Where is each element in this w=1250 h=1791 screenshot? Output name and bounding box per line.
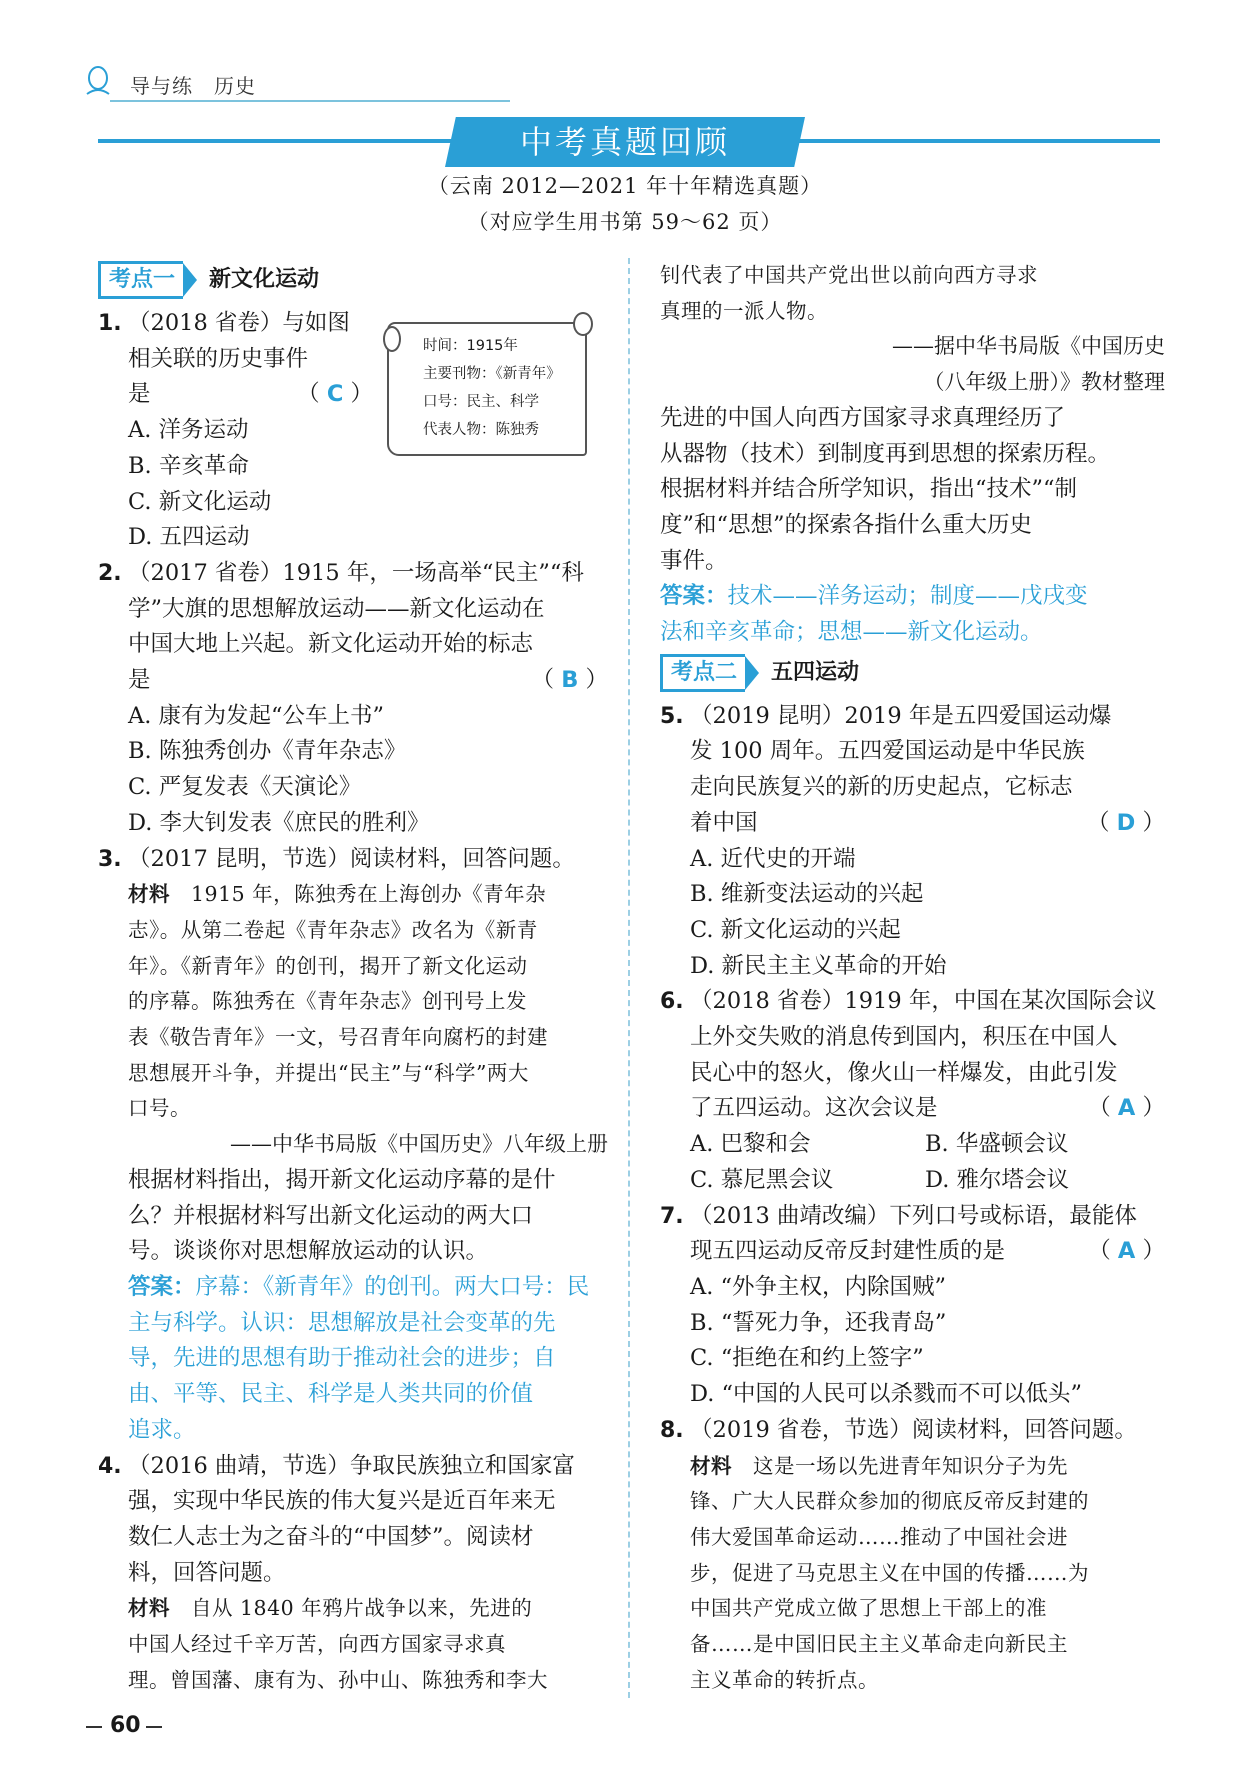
figure-line: 主要刊物：《新青年》 bbox=[423, 366, 561, 382]
q2-option: D. 李大钊发表《庶民的胜利》 bbox=[128, 809, 430, 836]
kp1-name: 新文化运动 bbox=[209, 267, 320, 293]
q3-stem: （2017 昆明，节选）阅读材料，回答问题。 bbox=[128, 845, 575, 872]
q7-answer-paren: （ A ） bbox=[1088, 1238, 1165, 1265]
q1-line: 相关联的历史事件 bbox=[128, 345, 309, 372]
q4-source: （八年级上册）》教材整理 bbox=[923, 370, 1165, 395]
q3-ask: 号。谈谈你对思想解放运动的认识。 bbox=[128, 1238, 489, 1265]
q5-option: B. 维新变法运动的兴起 bbox=[690, 881, 924, 908]
figure-line: 口号：民主、科学 bbox=[423, 394, 539, 410]
page-header bbox=[85, 62, 425, 102]
q4-number: 4. bbox=[98, 1453, 122, 1479]
q1-option: A. 洋务运动 bbox=[128, 417, 249, 444]
q1-scroll-figure bbox=[383, 312, 593, 454]
q2-line: 学”大旗的思想解放运动——新文化运动在 bbox=[128, 595, 545, 622]
kp2-arrow-icon bbox=[745, 656, 759, 690]
question-6: 6. （2018 省卷）1919 年，中国在某次国际会议 上外交失败的消息传到国内，积压在中国人 民心中的怒火，像火山一样爆发，由此引发 了五四运动。这次会议是 （ A ） bbox=[660, 984, 1165, 1127]
q1-answer: C bbox=[326, 381, 344, 408]
question-5: 5. （2019 昆明）2019 年是五四爱国运动爆 发 100 周年。五四爱国运动是中华民族 走向民族复兴的新的历史起点，它标志 着中国 （ D ） bbox=[660, 699, 1165, 842]
figure-line: 代表人物：陈独秀 bbox=[423, 422, 539, 438]
q6-number: 6. bbox=[660, 989, 684, 1015]
q4-material: 材料 自从 1840 年鸦片战争以来，先进的 中国人经过千辛万苦，向西方国家寻求真 理。曾国藩、康有为、孙中山、陈独秀和李大 bbox=[128, 1596, 548, 1692]
q5-option: C. 新文化运动的兴起 bbox=[690, 916, 901, 943]
q5-answer: D bbox=[1116, 809, 1136, 836]
q5-answer-paren: （ D ） bbox=[1087, 809, 1165, 836]
q4-answer-label: 答案： bbox=[660, 583, 728, 610]
question-7: 7. （2013 曲靖改编）下列口号或标语，最能体 现五四运动反帝反封建性质的是 （ A ） bbox=[660, 1199, 1165, 1270]
kp1-heading bbox=[98, 258, 608, 302]
q2-line: 中国大地上兴起。新文化运动开始的标志 bbox=[128, 631, 534, 658]
q7-answer: A bbox=[1117, 1238, 1136, 1265]
q2-line: 是 bbox=[128, 667, 151, 694]
q1-option: D. 五四运动 bbox=[128, 524, 250, 551]
kp2-name: 五四运动 bbox=[771, 659, 860, 685]
q8-material: 材料 这是一场以先进青年知识分子为先 锋、广大人民群众参加的彻底反帝反封建的 伟大爱国革命运动……推动了中国社会进 步，促进了马克思主义在中国的传播……为 中国共产党成立做了思想上干部上的准 备……是中国旧民主主义革命走向新民主 主义革命的转折点。 bbox=[690, 1453, 1089, 1692]
q3-material: 材料 1915 年，陈独秀在上海创办《青年杂 志》。从第二卷起《青年杂志》改名为《新青 年》。《新青年》的创刊，揭开了新文化运动 的序幕。陈独秀在《青年杂志》创刊号上发 表《敬告青年》一文，号召青年向腐朽的封建 思想展开斗争，并提出“民主”与“科学”两大 口号。 bbox=[128, 882, 548, 1121]
subtitle-pages: （对应学生用书第 59～62 页） bbox=[467, 210, 783, 234]
q6-option: B. 华盛顿会议 bbox=[925, 1131, 1069, 1158]
kp1-tag: 考点一 bbox=[98, 261, 183, 299]
q6-answer-paren: （ A ） bbox=[1088, 1095, 1165, 1122]
q3-ask: 根据材料指出，揭开新文化运动序幕的是什 bbox=[128, 1166, 556, 1193]
q1-line: （2018 省卷）与如图 bbox=[128, 310, 350, 336]
q1-number: 1. bbox=[98, 311, 122, 336]
q7-number: 7. bbox=[660, 1203, 684, 1229]
question-3 bbox=[98, 842, 608, 878]
q1-line: 是 bbox=[128, 381, 151, 408]
q7-option: B. “誓死力争，还我青岛” bbox=[690, 1309, 947, 1336]
q2-option: A. 康有为发起“公车上书” bbox=[128, 702, 385, 729]
kp1-arrow-icon bbox=[183, 263, 197, 297]
q4-source: ——据中华书局版《中国历史 bbox=[892, 334, 1165, 359]
column-divider bbox=[628, 258, 630, 1698]
q3-material-label: 材料 bbox=[128, 882, 170, 907]
page-number: 60 bbox=[110, 1713, 141, 1738]
q6-answer: A bbox=[1117, 1095, 1136, 1122]
banner-title: 中考真题回顾 bbox=[519, 123, 730, 161]
q1-option: C. 新文化运动 bbox=[128, 488, 272, 515]
q3-answer: 答案：序幕：《新青年》的创刊。两大口号：民 bbox=[128, 1273, 590, 1300]
question-8 bbox=[660, 1413, 1165, 1449]
q7-option: A. “外争主权，内除国贼” bbox=[690, 1273, 947, 1300]
q7-option: C. “拒绝在和约上签字” bbox=[690, 1345, 924, 1372]
q6-option: A. 巴黎和会 bbox=[690, 1131, 811, 1158]
q5-option: D. 新民主主义革命的开始 bbox=[690, 952, 947, 979]
question-2 bbox=[98, 556, 608, 699]
q7-option: D. “中国的人民可以杀戮而不可以低头” bbox=[690, 1381, 1083, 1408]
q3-ask: 么？并根据材料写出新文化运动的两大口 bbox=[128, 1202, 534, 1229]
q5-option: A. 近代史的开端 bbox=[690, 845, 856, 872]
q6-option: D. 雅尔塔会议 bbox=[925, 1166, 1070, 1193]
right-column: 钊代表了中国共产党出世以前向西方寻求 真理的一派人物。 ——据中华书局版《中国历史 （八年级上册）》教材整理 先进的中国人向西方国家寻求真理经历了 从器物（技术）到制度再到思想的探索历程。 根据材料并结合所学知识，指出“技术”“制 度”和“思想”的探索各指什么重大历史 事件。 答案：技术——洋务运动；制度——戊戌变 法和辛亥革命；思想——新文化运动。 考点二 五四运动 5. （2019 昆明）2019 年是五四爱国运动爆 发 100 周年。五四爱国运动是中华民族 走向民族复兴的新的历史起点，它标志 着中国 （ D ） A. 近代史的开端 B. 维新变法运动的兴起 C. 新文化运动的兴起 D. 新民主主义革命的开始 6. （2018 省卷）1919 年，中国在某次国际会议 上外交失败的消息传到国内，积压在中国人 民心中的怒火，像火山一样爆发，由此引发 了五四运动。这次会议是 （ A ） A. 巴黎和会 B. 华盛顿会议 C. 慕尼黑会议 D. 雅尔塔会议 7. （2013 曲靖改编）下列口号或标语，最能体 现五四运动反帝反封建性质的是 （ A ） A. “外争主权，内除国贼” B. “誓死力争，还我青岛” C. “拒绝在和约上签字” D. “中国的人民可以杀戮而不可以低头” 8. （2019 省卷，节选）阅读材料，回答问题。 材料 这是一场以先进青年知识分子为先 锋、广大人民群众参加的彻底反帝反封建的 伟大爱国革命运动……推动了中国社会进 步，促进了马克思主义在中国的传播……为 中国共产党成立做了思想上干部上的准 备……是中国旧民主主义革命走向新民主 主义革命的转折点。 bbox=[660, 258, 1165, 1698]
header-title: 导与练 历史 bbox=[130, 74, 256, 98]
figure-line: 时间：1915年 bbox=[423, 338, 518, 354]
q2-option: C. 严复发表《天演论》 bbox=[128, 774, 362, 801]
q6-option: C. 慕尼黑会议 bbox=[690, 1166, 834, 1193]
q3-answer-label: 答案： bbox=[128, 1273, 196, 1300]
book-logo-icon bbox=[85, 66, 111, 96]
subtitle-source: （云南 2012—2021 年十年精选真题） bbox=[427, 174, 823, 198]
q1-figure-text bbox=[423, 332, 561, 444]
q3-source: ——中华书局版《中国历史》八年级上册 bbox=[230, 1132, 608, 1157]
q8-stem: （2019 省卷，节选）阅读材料，回答问题。 bbox=[690, 1416, 1137, 1443]
q4-answer: 答案：技术——洋务运动；制度——戊戌变 bbox=[660, 583, 1088, 610]
section-banner bbox=[445, 117, 805, 167]
left-column: 考点一 新文化运动 1. （2018 省卷）与如图 相关联的历史事件 是 （ C ） A. 洋务运动 B. 辛亥革命 C. 新文化运动 D. 五四运动 2. （2017 省卷）1915 年，一场高举“民主”“科 学”大旗的思想解放运动——新文化运动在 中国大地上兴起。新文化运动开始的标志 是 （ B ） A. 康有为发起“公车上书” B. 陈独秀创办《青年杂志》 C. 严复发表《天演论》 D. 李大钊发表《庶民的胜利》 3. （2017 昆明，节选）阅读材料，回答问题。 材料 1915 年，陈独秀在上海创办《青年杂 志》。从第二卷起《青年杂志》改名为《新青 年》。《新青年》的创刊，揭开了新文化运动 的序幕。陈独秀在《青年杂志》创刊号上发 表《敬告青年》一文，号召青年向腐朽的封建 思想展开斗争，并提出“民主”与“科学”两大 口号。 ——中华书局版《中国历史》八年级上册 根据材料指出，揭开新文化运动序幕的是什 么？并根据材料写出新文化运动的两大口 号。谈谈你对思想解放运动的认识。 答案：序幕：《新青年》的创刊。两大口号：民 主与科学。认识：思想解放是社会变革的先 导，先进的思想有助于推动社会的进步；自 由、平等、民主、科学是人类共同的价值 追求。 4. （2016 曲靖，节选）争取民族独立和国家富 强，实现中华民族的伟大复兴是近百年来无 数仁人志士为之奋斗的“中国梦”。阅读材 料，回答问题。 材料 自从 1840 年鸦片战争以来，先进的 中国人经过千辛万苦，向西方国家寻求真 理。曾国藩、康有为、孙中山、陈独秀和李大 bbox=[98, 258, 608, 1698]
question-4: 4. （2016 曲靖，节选）争取民族独立和国家富 强，实现中华民族的伟大复兴是近百年来无 数仁人志士为之奋斗的“中国梦”。阅读材 料，回答问题。 bbox=[98, 1449, 608, 1592]
q3-number: 3. bbox=[98, 846, 122, 872]
header-rule bbox=[110, 100, 510, 102]
q8-number: 8. bbox=[660, 1417, 684, 1443]
q8-material-label: 材料 bbox=[690, 1453, 732, 1478]
q5-number: 5. bbox=[660, 703, 684, 729]
q4-material-label: 材料 bbox=[128, 1596, 170, 1621]
kp2-heading bbox=[660, 651, 1165, 695]
q2-line: （2017 省卷）1915 年，一场高举“民主”“科 bbox=[128, 559, 584, 586]
q2-answer: B bbox=[561, 667, 579, 694]
q2-number: 2. bbox=[98, 560, 122, 586]
q1-answer-paren: （ C ） bbox=[297, 381, 373, 408]
q4-material-continued: 钊代表了中国共产党出世以前向西方寻求 真理的一派人物。 bbox=[660, 263, 1038, 323]
q2-answer-paren: （ B ） bbox=[531, 667, 608, 694]
kp2-tag: 考点二 bbox=[660, 654, 745, 692]
q1-option: B. 辛亥革命 bbox=[128, 452, 249, 479]
q2-option: B. 陈独秀创办《青年杂志》 bbox=[128, 738, 407, 765]
